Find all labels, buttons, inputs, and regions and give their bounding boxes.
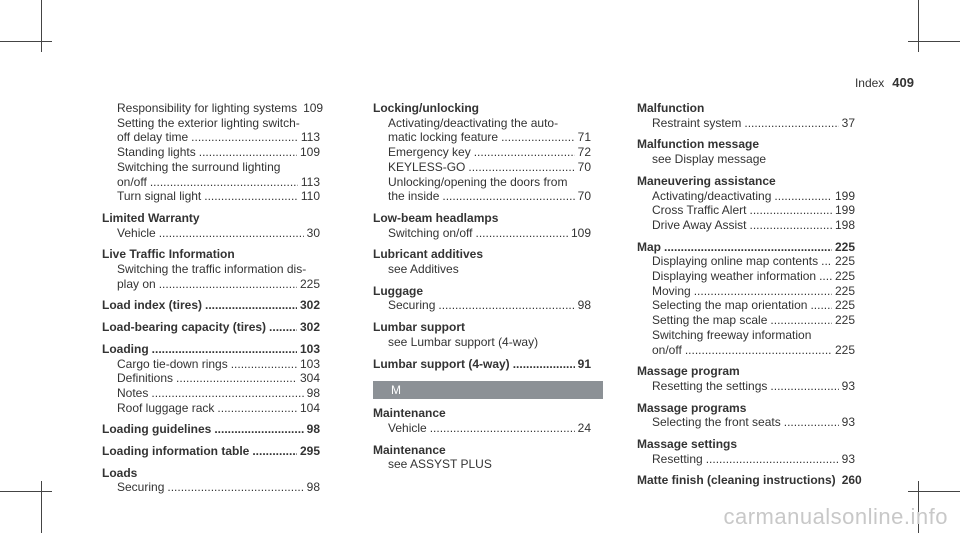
crop-mark — [918, 0, 919, 52]
page-reference[interactable]: 109 — [303, 101, 324, 115]
entry-spacer — [637, 466, 855, 473]
index-entry: Locking/unlocking — [373, 101, 480, 115]
entry-spacer — [637, 130, 855, 137]
index-column-1 — [102, 101, 324, 495]
dot-leader — [476, 226, 568, 241]
entry-text: Emergency key — [388, 145, 471, 160]
dot-leader — [217, 401, 297, 416]
entry-text: Resetting — [652, 451, 703, 466]
entry-spacer — [102, 204, 320, 211]
entry-spacer — [373, 204, 591, 211]
index-entry[interactable] — [102, 320, 320, 335]
index-subentry[interactable] — [373, 298, 591, 313]
crop-mark — [41, 481, 42, 533]
index-subentry[interactable] — [637, 218, 855, 233]
index-column-3 — [637, 101, 862, 488]
entry-spacer — [637, 167, 855, 174]
index-subentry[interactable] — [637, 116, 855, 131]
index-subentry[interactable] — [373, 160, 591, 175]
dot-leader — [501, 130, 575, 145]
dot-leader — [819, 269, 832, 284]
index-subentry[interactable] — [102, 175, 320, 190]
dot-leader — [468, 160, 574, 175]
entry-spacer — [102, 437, 320, 444]
entry-text: Switching on/off — [388, 225, 473, 240]
entry-text: off delay time — [117, 130, 189, 145]
entry-text: Securing — [117, 480, 165, 495]
dot-leader — [774, 189, 832, 204]
page-reference[interactable]: 302 — [299, 320, 320, 335]
dot-leader — [199, 145, 297, 160]
entry-text: Loading guidelines — [102, 422, 212, 437]
entry-spacer — [637, 430, 855, 437]
entry-text: Standing lights — [117, 145, 196, 160]
index-entry: Maneuvering assistance — [637, 173, 776, 188]
index-subentry[interactable] — [102, 130, 320, 145]
entry-spacer — [102, 240, 320, 247]
index-entry: Malfunction message — [637, 137, 760, 152]
dot-leader — [214, 422, 303, 437]
entry-spacer — [102, 459, 320, 466]
entry-text: Definitions — [117, 371, 174, 386]
index-entry: Massage programs — [637, 400, 747, 415]
dot-leader — [152, 342, 297, 357]
index-entry: Luggage — [373, 283, 423, 298]
entry-text: Resetting the settings — [652, 378, 768, 393]
page-reference[interactable]: 304 — [299, 371, 320, 386]
watermark: carmanualsonline.info — [723, 504, 948, 529]
crop-mark — [0, 41, 52, 42]
entry-text: Load index (tires) — [102, 298, 203, 313]
index-subentry[interactable] — [373, 189, 591, 204]
index-subentry: Switching freeway information — [652, 327, 812, 342]
page-reference[interactable]: 70 — [577, 189, 591, 204]
index-entry[interactable] — [373, 357, 591, 372]
index-entry: Massage settings — [637, 437, 738, 452]
entry-text: play on — [117, 276, 156, 291]
index-subentry[interactable] — [102, 357, 320, 372]
index-subentry: Switching the surround lighting — [117, 159, 281, 174]
entry-text: Notes — [117, 385, 149, 400]
index-subentry[interactable] — [102, 145, 320, 160]
page-reference[interactable]: 295 — [299, 444, 320, 459]
dot-leader — [167, 480, 303, 495]
entry-spacer — [373, 436, 591, 443]
dot-leader — [513, 357, 575, 372]
entry-text: Restraint system — [652, 115, 742, 130]
index-subentry[interactable] — [102, 480, 320, 495]
entry-text: Securing — [388, 298, 436, 313]
index-entry[interactable] — [102, 444, 320, 459]
page-reference[interactable]: 225 — [834, 239, 855, 254]
index-entry[interactable] — [102, 342, 320, 357]
dot-leader — [269, 320, 297, 335]
entry-text: Selecting the front seats — [652, 415, 781, 430]
index-subentry[interactable] — [637, 379, 855, 394]
entry-spacer — [102, 415, 320, 422]
index-entry: Lumbar support — [373, 320, 465, 335]
entry-text: Loading information table — [102, 444, 250, 459]
index-entry[interactable] — [637, 473, 862, 488]
index-subentry[interactable] — [637, 313, 855, 328]
index-subentry: see Lumbar support (4-way) — [388, 334, 539, 349]
index-subentry[interactable] — [373, 130, 591, 145]
entry-spacer — [637, 233, 855, 240]
index-subentry: Unlocking/opening the doors from — [388, 174, 568, 189]
crop-mark — [908, 41, 960, 42]
dot-leader — [784, 415, 839, 430]
index-entry[interactable] — [102, 298, 320, 313]
index-subentry: see Display message — [652, 152, 767, 167]
page-reference[interactable]: 260 — [841, 473, 862, 488]
page-reference[interactable]: 104 — [299, 400, 320, 415]
index-entry: Lubricant additives — [373, 247, 484, 262]
dot-leader — [749, 218, 831, 233]
entry-text: on/off — [117, 174, 147, 189]
entry-text: Cross Traffic Alert — [652, 203, 747, 218]
entry-text: Responsibility for lighting systems — [117, 101, 298, 115]
dot-leader — [749, 203, 831, 218]
index-subentry[interactable] — [637, 343, 855, 358]
entry-text: Moving — [652, 283, 691, 298]
index-subentry[interactable] — [102, 101, 324, 116]
entry-spacer — [373, 240, 591, 247]
page-reference[interactable]: 71 — [577, 130, 591, 145]
index-subentry: Switching the traffic information dis- — [117, 262, 307, 277]
page-reference[interactable]: 98 — [306, 480, 320, 495]
page-reference[interactable]: 72 — [577, 145, 591, 160]
entry-spacer — [373, 350, 591, 357]
index-entry[interactable] — [102, 422, 320, 437]
entry-text: KEYLESS-GO — [388, 159, 466, 174]
index-entry: Live Traffic Information — [102, 247, 235, 262]
entry-text: Turn signal light — [117, 189, 202, 204]
entry-text: Vehicle — [388, 420, 427, 435]
dot-leader — [685, 343, 832, 358]
entry-text: Cargo tie-down rings — [117, 356, 228, 371]
entry-spacer — [102, 313, 320, 320]
dot-leader — [821, 254, 832, 269]
page-reference[interactable]: 113 — [300, 174, 320, 189]
dot-leader — [150, 175, 298, 190]
index-letter-heading: M — [373, 381, 603, 399]
entry-text: on/off — [652, 342, 682, 357]
page-reference[interactable]: 225 — [834, 269, 855, 284]
dot-leader — [770, 313, 832, 328]
page-reference[interactable]: 103 — [299, 341, 320, 356]
entry-spacer — [637, 394, 855, 401]
page-reference[interactable]: 30 — [306, 225, 320, 240]
index-subentry: see ASSYST PLUS — [388, 457, 492, 472]
dot-leader — [430, 421, 575, 436]
index-subentry[interactable] — [102, 401, 320, 416]
dot-leader — [252, 444, 297, 459]
index-subentry: see Additives — [388, 262, 459, 277]
dot-leader — [664, 240, 832, 255]
page-reference[interactable]: 113 — [300, 130, 320, 145]
index-subentry[interactable] — [637, 415, 855, 430]
dot-leader — [442, 189, 574, 204]
index-entry: Malfunction — [637, 101, 705, 115]
index-entry: Maintenance — [373, 442, 446, 457]
page-reference[interactable]: 70 — [577, 159, 591, 174]
index-subentry: Activating/deactivating the auto- — [388, 115, 559, 130]
page-reference[interactable]: 225 — [299, 276, 320, 291]
entry-spacer — [373, 277, 591, 284]
dot-leader — [810, 298, 832, 313]
index-entry: Maintenance — [373, 406, 446, 421]
page-reference[interactable]: 93 — [841, 378, 855, 393]
index-subentry[interactable] — [637, 298, 855, 313]
page-reference[interactable]: 109 — [570, 225, 591, 240]
index-subentry[interactable] — [102, 226, 320, 241]
entry-spacer — [102, 291, 320, 298]
entry-spacer — [102, 335, 320, 342]
crop-mark — [908, 491, 960, 492]
dot-leader — [706, 452, 839, 467]
entry-text: Activating/deactivating — [652, 188, 772, 203]
page-header — [855, 75, 914, 90]
page-reference[interactable]: 199 — [834, 188, 855, 203]
dot-leader — [159, 277, 297, 292]
index-subentry[interactable] — [102, 386, 320, 401]
index-subentry[interactable] — [637, 452, 855, 467]
entry-text: Loading — [102, 341, 149, 356]
page-reference[interactable]: 98 — [577, 298, 591, 313]
dot-leader — [176, 371, 297, 386]
index-column-2 — [373, 101, 591, 472]
index-subentry[interactable] — [637, 269, 855, 284]
index-subentry[interactable] — [637, 254, 855, 269]
index-subentry[interactable] — [373, 421, 591, 436]
page-reference[interactable]: 24 — [577, 420, 591, 435]
entry-text: the inside — [388, 189, 440, 204]
page-reference[interactable]: 37 — [841, 115, 855, 130]
entry-text: Roof luggage rack — [117, 400, 215, 415]
page-reference[interactable]: 110 — [300, 189, 320, 204]
index-entry[interactable] — [637, 240, 855, 255]
dot-leader — [231, 357, 297, 372]
page-reference[interactable]: 103 — [299, 356, 320, 371]
page-reference[interactable]: 98 — [306, 422, 320, 437]
page-number: 409 — [892, 75, 914, 90]
page-reference[interactable]: 225 — [834, 313, 855, 328]
dot-leader — [159, 226, 304, 241]
entry-text: Vehicle — [117, 225, 156, 240]
index-subentry[interactable] — [373, 226, 591, 241]
index-entry: Limited Warranty — [102, 210, 200, 225]
dot-leader — [205, 298, 297, 313]
page-reference[interactable]: 225 — [834, 298, 855, 313]
dot-leader — [744, 116, 838, 131]
index-entry: Loads — [102, 465, 138, 480]
dot-leader — [204, 189, 298, 204]
index-entry: Massage program — [637, 364, 740, 379]
section-title: Index — [854, 76, 885, 90]
index-subentry[interactable] — [637, 203, 855, 218]
index-subentry[interactable] — [102, 277, 320, 292]
page-reference[interactable]: 198 — [834, 217, 855, 232]
page-reference[interactable]: 93 — [841, 451, 855, 466]
index-subentry: Setting the exterior lighting switch- — [117, 115, 300, 130]
entry-text: Map — [637, 239, 661, 254]
page-reference[interactable]: 225 — [834, 254, 855, 269]
index-subentry[interactable] — [637, 284, 855, 299]
entry-text: Drive Away Assist — [652, 217, 747, 232]
entry-text: Load-bearing capacity (tires) — [102, 320, 267, 335]
entry-text: Matte finish (cleaning instructions) — [637, 473, 836, 488]
crop-mark — [0, 491, 52, 492]
entry-spacer — [637, 357, 855, 364]
entry-text: Lumbar support (4-way) — [373, 356, 510, 371]
dot-leader — [151, 386, 303, 401]
crop-mark — [41, 0, 42, 52]
index-subentry[interactable] — [102, 189, 320, 204]
entry-text: Displaying online map contents — [652, 254, 819, 269]
index-entry: Low-beam headlamps — [373, 210, 499, 225]
entry-text: Selecting the map orientation — [652, 298, 808, 313]
entry-spacer — [373, 313, 591, 320]
entry-text: matic locking feature — [388, 130, 499, 145]
page-reference[interactable]: 98 — [306, 385, 320, 400]
entry-text: Displaying weather information — [652, 269, 817, 284]
dot-leader — [474, 145, 575, 160]
dot-leader — [694, 284, 832, 299]
page-reference[interactable]: 302 — [299, 298, 320, 313]
page-reference[interactable]: 91 — [577, 356, 591, 371]
dot-leader — [770, 379, 838, 394]
page-reference[interactable]: 109 — [299, 145, 320, 160]
index-subentry[interactable] — [102, 371, 320, 386]
page-reference[interactable]: 199 — [834, 203, 855, 218]
page-reference[interactable]: 93 — [841, 415, 855, 430]
index-subentry[interactable] — [373, 145, 591, 160]
dot-leader — [438, 298, 574, 313]
page-reference[interactable]: 225 — [834, 283, 855, 298]
dot-leader — [191, 130, 298, 145]
index-subentry[interactable] — [637, 189, 855, 204]
page-reference[interactable]: 225 — [834, 342, 855, 357]
entry-text: Setting the map scale — [652, 313, 768, 328]
